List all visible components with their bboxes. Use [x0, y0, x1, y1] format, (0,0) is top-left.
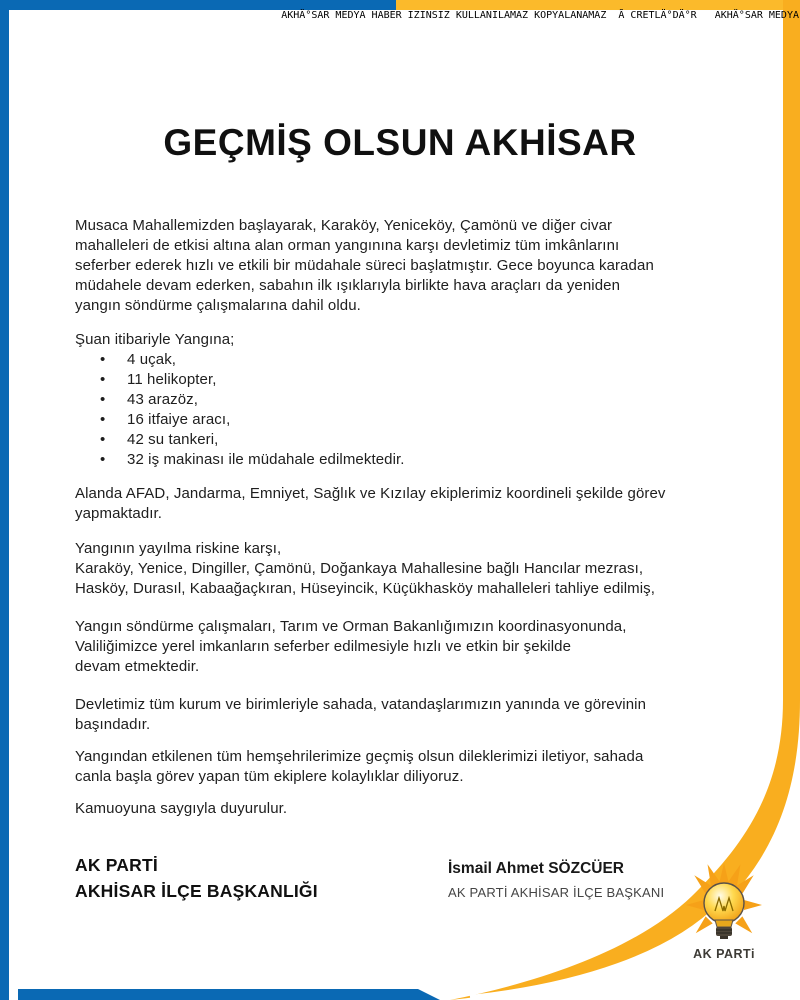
signatory-block — [448, 860, 664, 900]
list-item: • 43 arazöz, — [75, 390, 730, 410]
list-item: • 11 helikopter, — [75, 370, 730, 390]
text-line: Şuan itibariyle Yangına; — [75, 331, 235, 348]
top-border-yellow — [396, 0, 800, 10]
text-line: müdahele devam ederken, sabahın ilk ışıklarıyla birlikte hava araçları da yeniden — [75, 277, 621, 294]
text-line: devam etmektedir. — [75, 658, 200, 675]
paragraph-coordination — [75, 484, 730, 524]
text-line: yangın söndürme çalışmalarına dahil oldu. — [75, 297, 361, 314]
paragraph-intro — [75, 216, 730, 316]
text-line: Yangının yayılma riskine karşı, — [75, 540, 282, 557]
organization-name: AK PARTİ — [75, 855, 158, 875]
text-line: seferber ederek hızlı ve etkili bir müdahale süreci başlatmıştır. Gece boyunca karadan — [75, 257, 654, 274]
text-line: Hasköy, Durasıl, Kabaağaçkıran, Hüseyincik, Küçükhasköy mahalleleri tahliye edilmiş, — [75, 580, 656, 597]
watermark-text: AKHÄ°SAR MEDYA HABER IZINSIZ KULLANILAMAZ KOPYALANAMAZ Ã CRETLÄ°DÄ°R AKHÄ°SAR MEDYA — [281, 10, 799, 21]
text-line: Yangın söndürme çalışmaları, Tarım ve Orman Bakanlığımızın koordinasyonunda, — [75, 618, 627, 635]
list-item: • 42 su tankeri, — [75, 430, 730, 450]
text-line: Musaca Mahallemizden başlayarak, Karaköy, Yeniceköy, Çamönü ve diğer civar — [75, 217, 613, 234]
text-line: Alanda AFAD, Jandarma, Emniyet, Sağlık ve Kızılay ekiplerimiz koordineli şekilde görev — [75, 485, 666, 502]
paragraph-state — [75, 695, 730, 735]
announcement-body — [75, 216, 730, 819]
text-line: yapmaktadır. — [75, 505, 163, 522]
paragraph-ministry — [75, 617, 730, 677]
list-item: • 32 iş makinası ile müdahale edilmektedir. — [75, 450, 730, 470]
lightbulb-glass-icon — [704, 883, 744, 923]
signatory-title: AK PARTİ AKHİSAR İLÇE BAŞKANI — [448, 885, 665, 900]
organization-block — [75, 852, 318, 904]
bulb-neck — [715, 920, 733, 927]
paragraph-wishes — [75, 747, 730, 787]
text-line: başındadır. — [75, 716, 151, 733]
text-line: mahalleleri de etkisi altına alan orman yangınına karşı devletimiz tüm imkânlarını — [75, 237, 620, 254]
resource-list — [75, 350, 730, 470]
list-item: • 4 uçak, — [75, 350, 730, 370]
closing-line — [75, 799, 730, 819]
page-title: GEÇMİŞ OLSUN AKHİSAR — [163, 122, 637, 163]
text-line: Karaköy, Yenice, Dingiller, Çamönü, Doğankaya Mahallesine bağlı Hancılar mezrası, — [75, 560, 644, 577]
signatory-name: İsmail Ahmet SÖZCÜER — [448, 860, 624, 877]
list-item: • 16 itfaiye aracı, — [75, 410, 730, 430]
top-border-blue — [0, 0, 396, 10]
text-line: Kamuoyuna saygıyla duyurulur. — [75, 800, 288, 817]
paragraph-evacuation — [75, 539, 730, 599]
text-line: Devletimiz tüm kurum ve birimleriyle sahada, vatandaşlarımızın yanında ve görevinin — [75, 696, 647, 713]
logo-wordmark: AK PARTi — [693, 947, 755, 961]
organization-branch: AKHİSAR İLÇE BAŞKANLIĞI — [75, 881, 318, 901]
text-line: Yangından etkilenen tüm hemşehrilerimize geçmiş olsun dileklerimizi iletiyor, sahada — [75, 748, 644, 765]
status-heading — [75, 330, 730, 350]
text-line: canla başla görev yapan tüm ekiplere kolaylıklar diliyoruz. — [75, 768, 464, 785]
bottom-border — [18, 989, 440, 1000]
bulb-base — [716, 927, 732, 936]
text-line: Valiliğimizce yerel imkanların seferber edilmesiyle hızlı ve etkin bir şekilde — [75, 638, 572, 655]
